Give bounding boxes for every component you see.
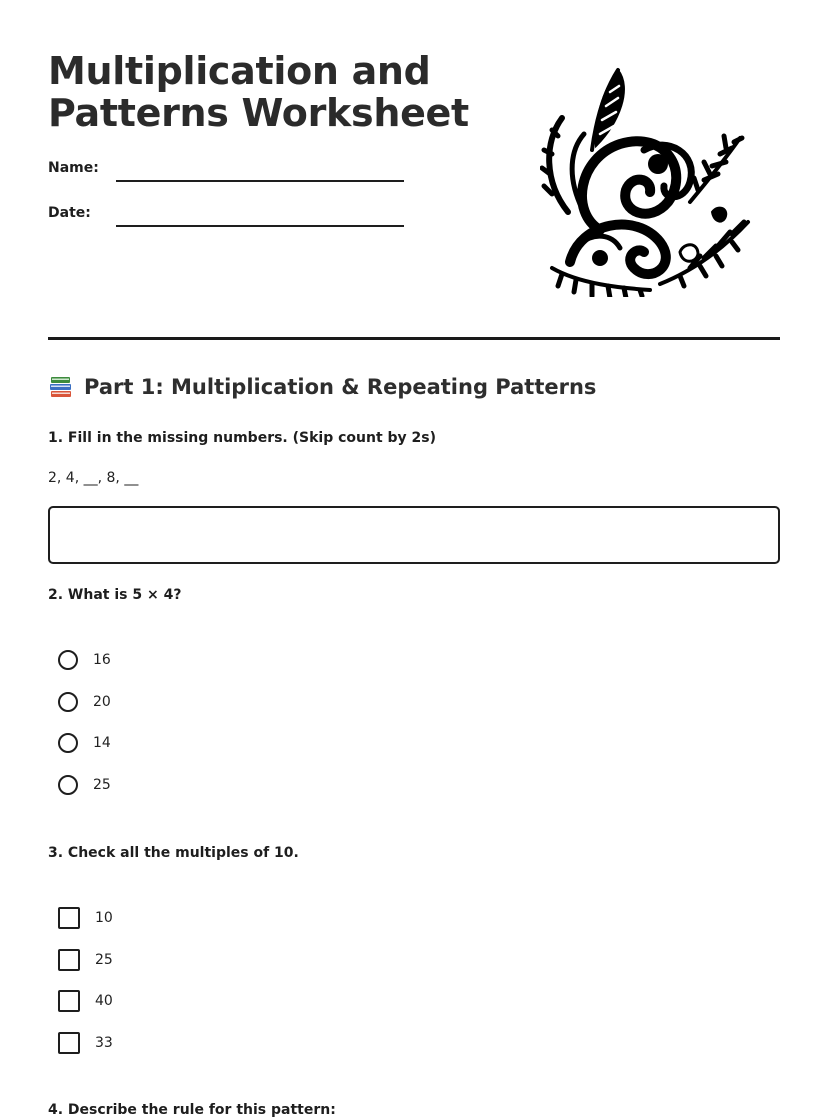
question-1-sequence: 2, 4, __, 8, __ — [48, 470, 139, 486]
option-label: 33 — [95, 1035, 113, 1051]
section-divider — [48, 337, 780, 340]
question-2-prompt: 2. What is 5 × 4? — [48, 587, 182, 603]
question-3-option[interactable] — [58, 906, 113, 930]
question-3-option[interactable] — [58, 989, 113, 1013]
option-label: 20 — [93, 694, 111, 710]
section-1-heading — [48, 374, 596, 400]
checkbox[interactable] — [58, 949, 80, 971]
question-2-option[interactable] — [58, 731, 111, 755]
radio-button[interactable] — [58, 775, 78, 795]
question-4-prompt: 4. Describe the rule for this pattern: — [48, 1102, 336, 1118]
question-2-option[interactable] — [58, 690, 111, 714]
option-label: 25 — [93, 777, 111, 793]
radio-button[interactable] — [58, 733, 78, 753]
radio-button[interactable] — [58, 692, 78, 712]
checkbox[interactable] — [58, 907, 80, 929]
title-line-1: Multiplication and — [48, 49, 431, 93]
question-1-answer-input[interactable] — [48, 506, 780, 564]
title-line-2: Patterns Worksheet — [48, 91, 469, 135]
question-3-prompt: 3. Check all the multiples of 10. — [48, 845, 299, 861]
question-2-option[interactable] — [58, 648, 111, 672]
name-label: Name: — [48, 160, 99, 176]
maori-koru-fern-design-icon — [540, 62, 755, 297]
books-emoji-icon — [48, 374, 74, 400]
worksheet-title — [48, 50, 469, 134]
date-label: Date: — [48, 205, 91, 221]
option-label: 25 — [95, 952, 113, 968]
option-label: 40 — [95, 993, 113, 1009]
question-1-prompt: 1. Fill in the missing numbers. (Skip count by 2s) — [48, 430, 437, 446]
question-2-option[interactable] — [58, 773, 111, 797]
question-3-option[interactable] — [58, 1031, 113, 1055]
option-label: 16 — [93, 652, 111, 668]
option-label: 10 — [95, 910, 113, 926]
option-label: 14 — [93, 735, 111, 751]
name-field[interactable] — [116, 180, 404, 182]
date-field[interactable] — [116, 225, 404, 227]
radio-button[interactable] — [58, 650, 78, 670]
section-1-title: Part 1: Multiplication & Repeating Patterns — [84, 375, 597, 399]
checkbox[interactable] — [58, 1032, 80, 1054]
question-3-option[interactable] — [58, 948, 113, 972]
checkbox[interactable] — [58, 990, 80, 1012]
